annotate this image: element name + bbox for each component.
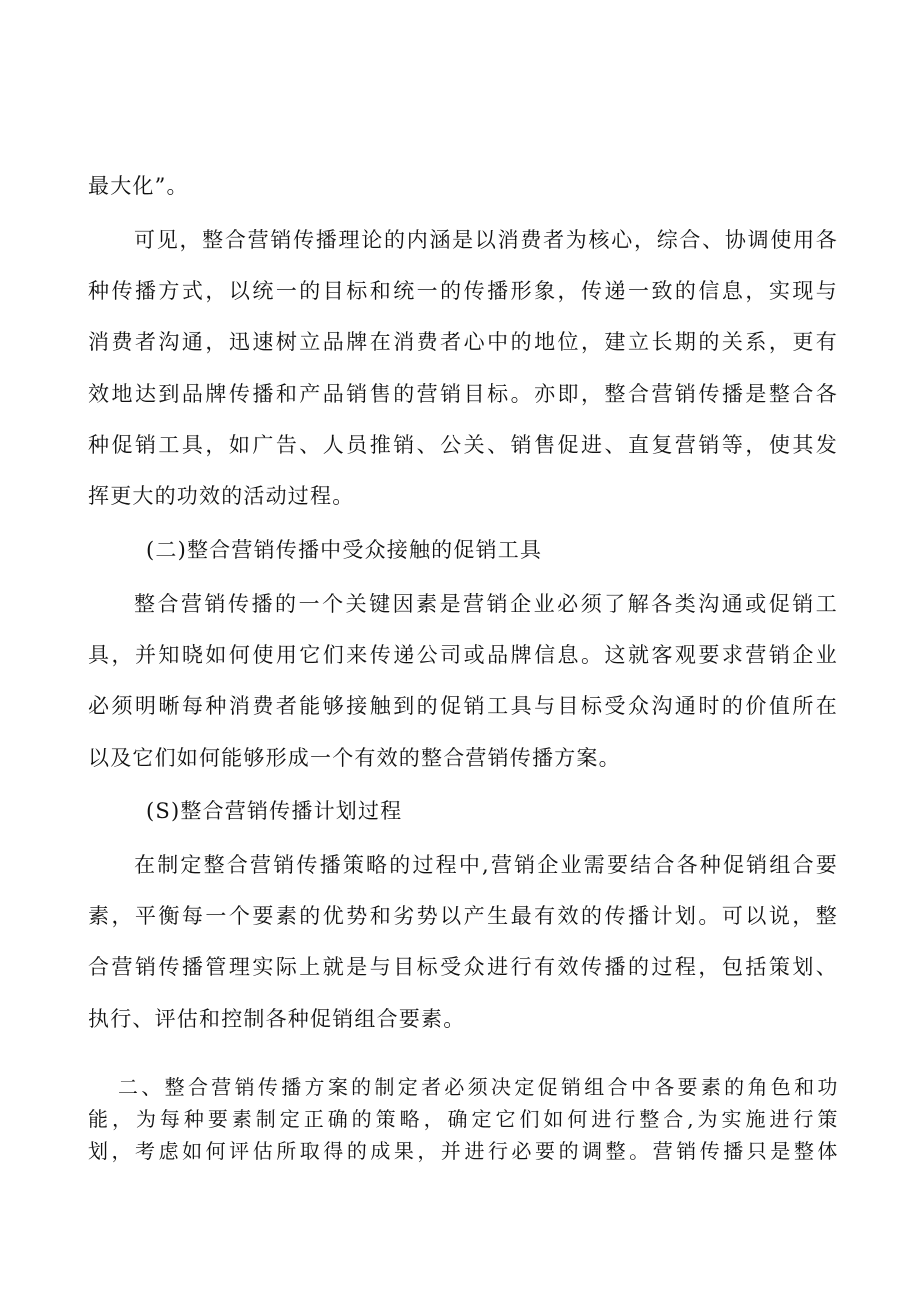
paragraph-line: 划，考虑如何评估所取得的成果，并进行必要的调整。营销传播只是整体 [88,1139,838,1163]
paragraph-line: 种促销工具，如广告、人员推销、公关、销售促进、直复营销等，使其发 [88,433,838,457]
paragraph-line: 消费者沟通，迅速树立品牌在消费者心中的地位，建立长期的关系，更有 [88,330,838,354]
paragraph-line: 在制定整合营销传播策略的过程中,营销企业需要结合各种促销组合要 [134,853,838,877]
paragraph-line: 挥更大的功效的活动过程。 [88,484,355,508]
section-heading: (S)整合营销传播计划过程 [146,799,403,823]
paragraph-line: 二、整合营销传播方案的制定者必须决定促销组合中各要素的角色和功 [118,1075,838,1099]
paragraph-line: 效地达到品牌传播和产品销售的营销目标。亦即，整合营销传播是整合各 [88,382,838,406]
paragraph-line: 整合营销传播的一个关键因素是营销企业必须了解各类沟通或促销工 [134,592,838,616]
paragraph-line: 执行、评估和控制各种促销组合要素。 [88,1007,466,1031]
paragraph-line: 能，为每种要素制定正确的策略，确定它们如何进行整合,为实施进行策 [88,1107,838,1131]
section-heading: (二)整合营销传播中受众接触的促销工具 [146,538,543,562]
paragraph-line: 以及它们如何能够形成一个有效的整合营销传播方案。 [88,746,621,770]
paragraph-line: 具，并知晓如何使用它们来传递公司或品牌信息。这就客观要求营销企业 [88,643,838,667]
paragraph-line: 最大化”。 [88,174,189,198]
paragraph-line: 素，平衡每一个要素的优势和劣势以产生最有效的传播计划。可以说，整 [88,904,838,928]
paragraph-line: 合营销传播管理实际上就是与目标受众进行有效传播的过程，包括策划、 [88,955,838,979]
paragraph-line: 种传播方式，以统一的目标和统一的传播形象，传递一致的信息，实现与 [88,279,838,303]
paragraph-line: 可见，整合营销传播理论的内涵是以消费者为核心，综合、协调使用各 [134,228,838,252]
paragraph-line: 必须明晰每种消费者能够接触到的促销工具与目标受众沟通时的价值所在 [88,694,838,718]
